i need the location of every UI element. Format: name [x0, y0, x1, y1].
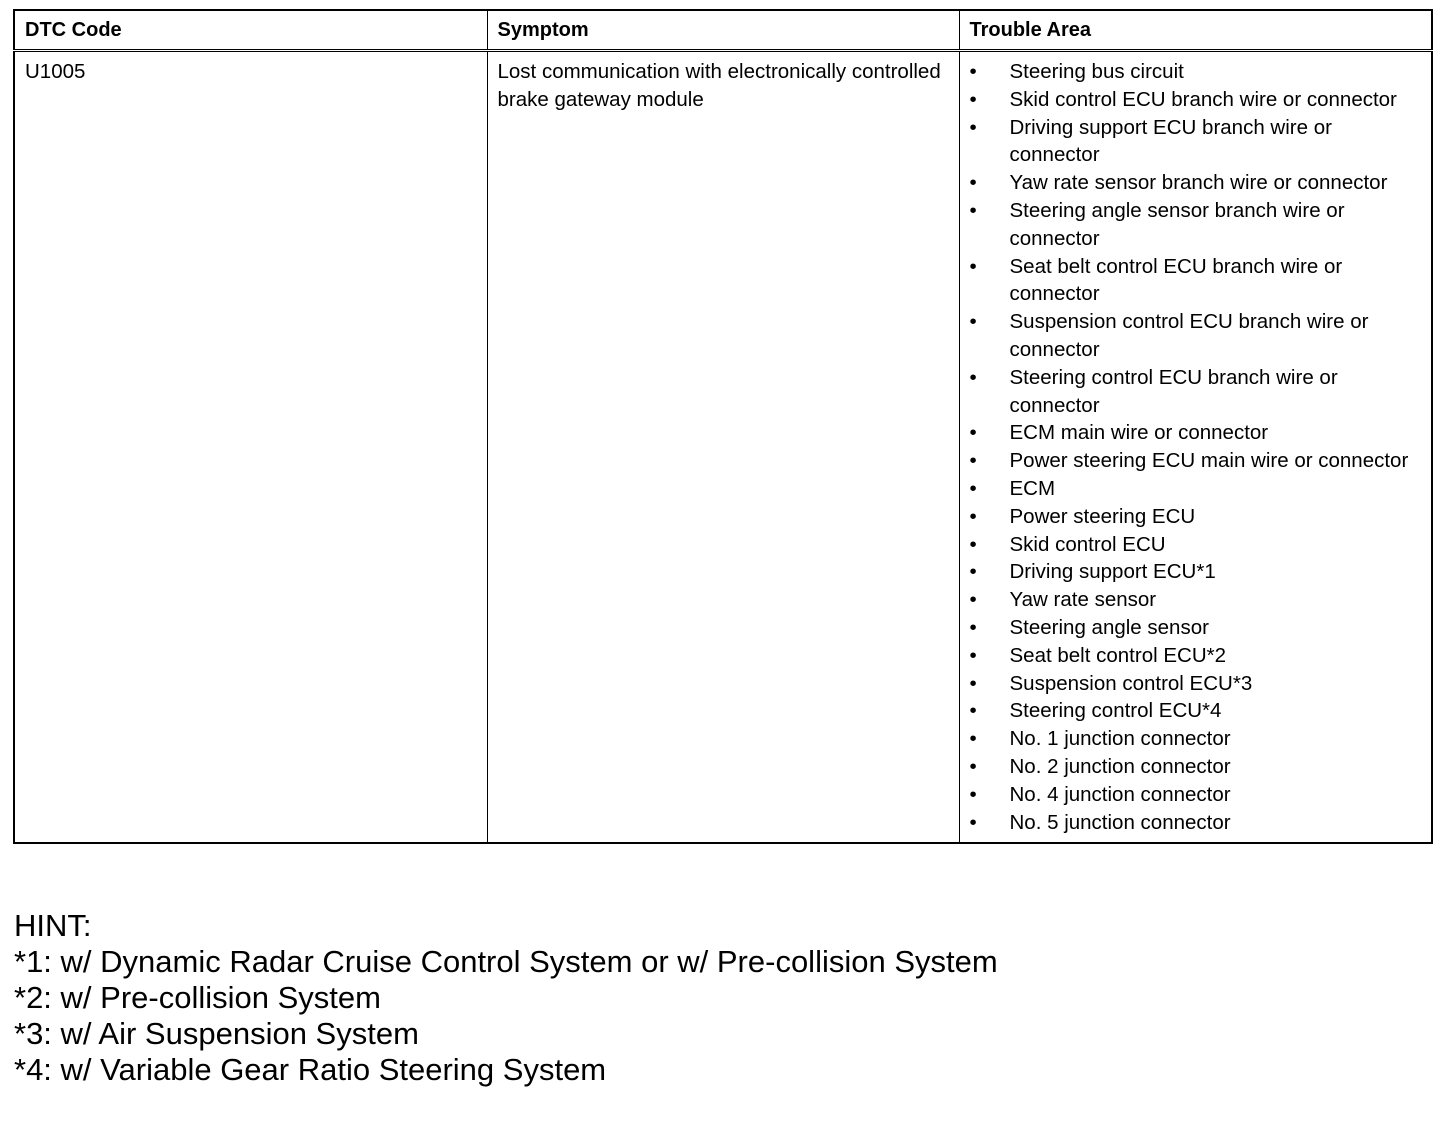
trouble-area-text: Yaw rate sensor: [1009, 588, 1157, 612]
hint-note: *4: w/ Variable Gear Ratio Steering System: [14, 1052, 607, 1087]
trouble-area-text: Steering angle sensor branch wire or connector: [1009, 198, 1345, 250]
bullet-icon: •: [969, 588, 977, 612]
header-symptom: Symptom: [487, 10, 959, 51]
table-header-row: [14, 10, 1432, 51]
bullet-icon: •: [969, 560, 977, 584]
trouble-area-item: [968, 58, 1426, 86]
bullet-icon: •: [969, 254, 977, 278]
trouble-area-text: Power steering ECU: [1009, 504, 1196, 528]
trouble-area-item: [968, 114, 1426, 170]
header-dtc-code: DTC Code: [14, 10, 487, 51]
bullet-icon: •: [969, 87, 977, 111]
trouble-area-item: [968, 86, 1426, 114]
hint-note: *1: w/ Dynamic Radar Cruise Control System or w/ Pre-collision System: [14, 944, 998, 979]
trouble-area-text: Steering angle sensor: [1009, 615, 1209, 639]
trouble-area-item: [968, 614, 1426, 642]
bullet-icon: •: [969, 421, 977, 445]
trouble-area-item: [968, 447, 1426, 475]
trouble-area-item: [968, 503, 1426, 531]
bullet-icon: •: [969, 810, 977, 834]
trouble-area-text: ECM main wire or connector: [1009, 421, 1269, 445]
trouble-area-text: Power steering ECU main wire or connector: [1009, 449, 1409, 473]
trouble-area-item: [968, 781, 1426, 809]
bullet-icon: •: [969, 754, 977, 778]
bullet-icon: •: [969, 449, 977, 473]
trouble-area-text: ECM: [1009, 476, 1056, 500]
trouble-area-text: Steering control ECU branch wire or connector: [1009, 365, 1338, 417]
dtc-table: [13, 9, 1433, 844]
hint-note: *3: w/ Air Suspension System: [14, 1016, 419, 1051]
trouble-area-item: [968, 586, 1426, 614]
trouble-area-text: No. 1 junction connector: [1009, 727, 1231, 751]
trouble-area-item: [968, 725, 1426, 753]
trouble-area-item: [968, 169, 1426, 197]
trouble-area-item: [968, 308, 1426, 364]
trouble-area-list: [968, 58, 1426, 836]
trouble-area-item: [968, 558, 1426, 586]
bullet-icon: •: [969, 532, 977, 556]
bullet-icon: •: [969, 115, 977, 139]
trouble-area-text: Seat belt control ECU*2: [1009, 643, 1227, 667]
bullet-icon: •: [969, 699, 977, 723]
header-trouble-area: Trouble Area: [959, 10, 1432, 51]
bullet-icon: •: [969, 365, 977, 389]
trouble-area-text: No. 5 junction connector: [1009, 810, 1231, 834]
symptom-cell: Lost communication with electronically controlled brake gateway module: [487, 51, 959, 844]
trouble-area-item: [968, 253, 1426, 309]
trouble-area-item: [968, 475, 1426, 503]
trouble-area-item: [968, 753, 1426, 781]
hint-note: *2: w/ Pre-collision System: [14, 980, 381, 1015]
trouble-area-item: [968, 697, 1426, 725]
bullet-icon: •: [969, 171, 977, 195]
bullet-icon: •: [969, 671, 977, 695]
trouble-area-item: [968, 419, 1426, 447]
trouble-area-text: Yaw rate sensor branch wire or connector: [1009, 171, 1388, 195]
trouble-area-text: Seat belt control ECU branch wire or connector: [1009, 254, 1343, 306]
trouble-area-text: Skid control ECU: [1009, 532, 1166, 556]
trouble-area-text: No. 4 junction connector: [1009, 782, 1231, 806]
table-row: [14, 51, 1432, 844]
trouble-area-text: Steering bus circuit: [1009, 60, 1184, 83]
bullet-icon: •: [969, 782, 977, 806]
bullet-icon: •: [969, 60, 977, 83]
trouble-area-item: [968, 670, 1426, 698]
trouble-area-text: No. 2 junction connector: [1009, 754, 1231, 778]
trouble-area-text: Suspension control ECU*3: [1009, 671, 1253, 695]
bullet-icon: •: [969, 476, 977, 500]
hint-title: HINT:: [14, 908, 92, 943]
bullet-icon: •: [969, 198, 977, 222]
trouble-area-item: [968, 364, 1426, 420]
trouble-area-text: Driving support ECU branch wire or connector: [1009, 115, 1332, 167]
trouble-area-cell: [959, 51, 1432, 844]
bullet-icon: •: [969, 727, 977, 751]
trouble-area-text: Driving support ECU*1: [1009, 560, 1216, 584]
dtc-code-cell: U1005: [14, 51, 487, 844]
trouble-area-text: Suspension control ECU branch wire or connector: [1009, 310, 1369, 361]
trouble-area-text: Steering control ECU*4: [1009, 699, 1222, 723]
bullet-icon: •: [969, 310, 977, 334]
trouble-area-item: [968, 197, 1426, 253]
trouble-area-item: [968, 531, 1426, 559]
hint-section: [14, 908, 998, 1088]
trouble-area-item: [968, 642, 1426, 670]
trouble-area-item: [968, 809, 1426, 837]
trouble-area-text: Skid control ECU branch wire or connector: [1009, 87, 1397, 111]
bullet-icon: •: [969, 643, 977, 667]
bullet-icon: •: [969, 615, 977, 639]
bullet-icon: •: [969, 504, 977, 528]
